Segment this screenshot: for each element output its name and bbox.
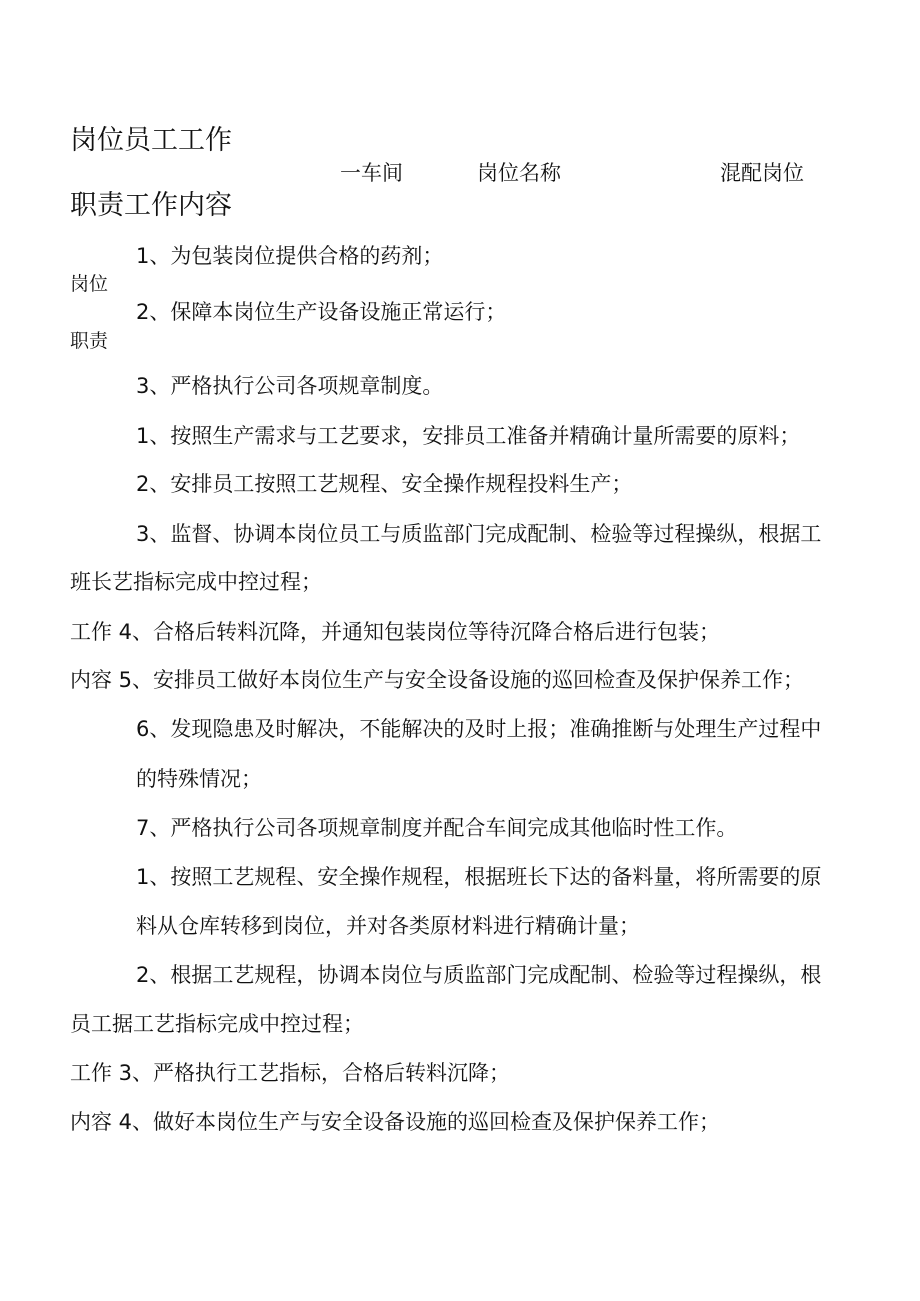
- leader-line: 7、严格执行公司各项规章制度并配合车间完成其他临时性工作。: [136, 816, 738, 840]
- duty-item: 3、严格执行公司各项规章制度。: [136, 374, 444, 398]
- leader-line: 工作 4、合格后转料沉降，并通知包装岗位等待沉降合格后进行包装；: [70, 620, 721, 644]
- title-line-1: 岗位员工工作: [70, 125, 232, 156]
- side-label-duty: 职责: [70, 330, 109, 352]
- post-name-label: 岗位名称: [477, 161, 561, 185]
- worker-line: 2、根据工艺规程，协调本岗位与质监部门完成配制、检验等过程操纵，根: [136, 963, 822, 987]
- worker-line: 1、按照工艺规程、安全操作规程，根据班长下达的备料量，将所需要的原: [136, 865, 822, 889]
- leader-line: 2、安排员工按照工艺规程、安全操作规程投料生产；: [136, 472, 633, 496]
- side-label-post: 岗位: [70, 273, 109, 295]
- leader-line: 内容 5、安排员工做好本岗位生产与安全设备设施的巡回检查及保护保养工作；: [70, 668, 805, 692]
- leader-line: 3、监督、协调本岗位员工与质监部门完成配制、检验等过程操纵，根据工: [136, 522, 822, 546]
- leader-line: 班长艺指标完成中控过程；: [70, 570, 322, 594]
- duty-item: 1、为包装岗位提供合格的药剂；: [136, 244, 444, 268]
- worker-line: 员工据工艺指标完成中控过程；: [70, 1012, 364, 1036]
- leader-line: 1、按照生产需求与工艺要求，安排员工准备并精确计量所需要的原料；: [136, 424, 801, 448]
- worker-line: 内容 4、做好本岗位生产与安全设备设施的巡回检查及保护保养工作；: [70, 1110, 721, 1134]
- duty-item: 2、保障本岗位生产设备设施正常运行；: [136, 300, 507, 324]
- worker-line: 料从仓库转移到岗位，并对各类原材料进行精确计量；: [136, 914, 640, 938]
- worker-line: 工作 3、严格执行工艺指标，合格后转料沉降；: [70, 1061, 511, 1085]
- post-name-value: 混配岗位: [720, 161, 804, 185]
- leader-line: 的特殊情况；: [136, 767, 262, 791]
- workshop-name: 一车间: [340, 161, 403, 185]
- title-line-2: 职责工作内容: [70, 190, 232, 221]
- leader-line: 6、发现隐患及时解决，不能解决的及时上报；准确推断与处理生产过程中: [136, 717, 822, 741]
